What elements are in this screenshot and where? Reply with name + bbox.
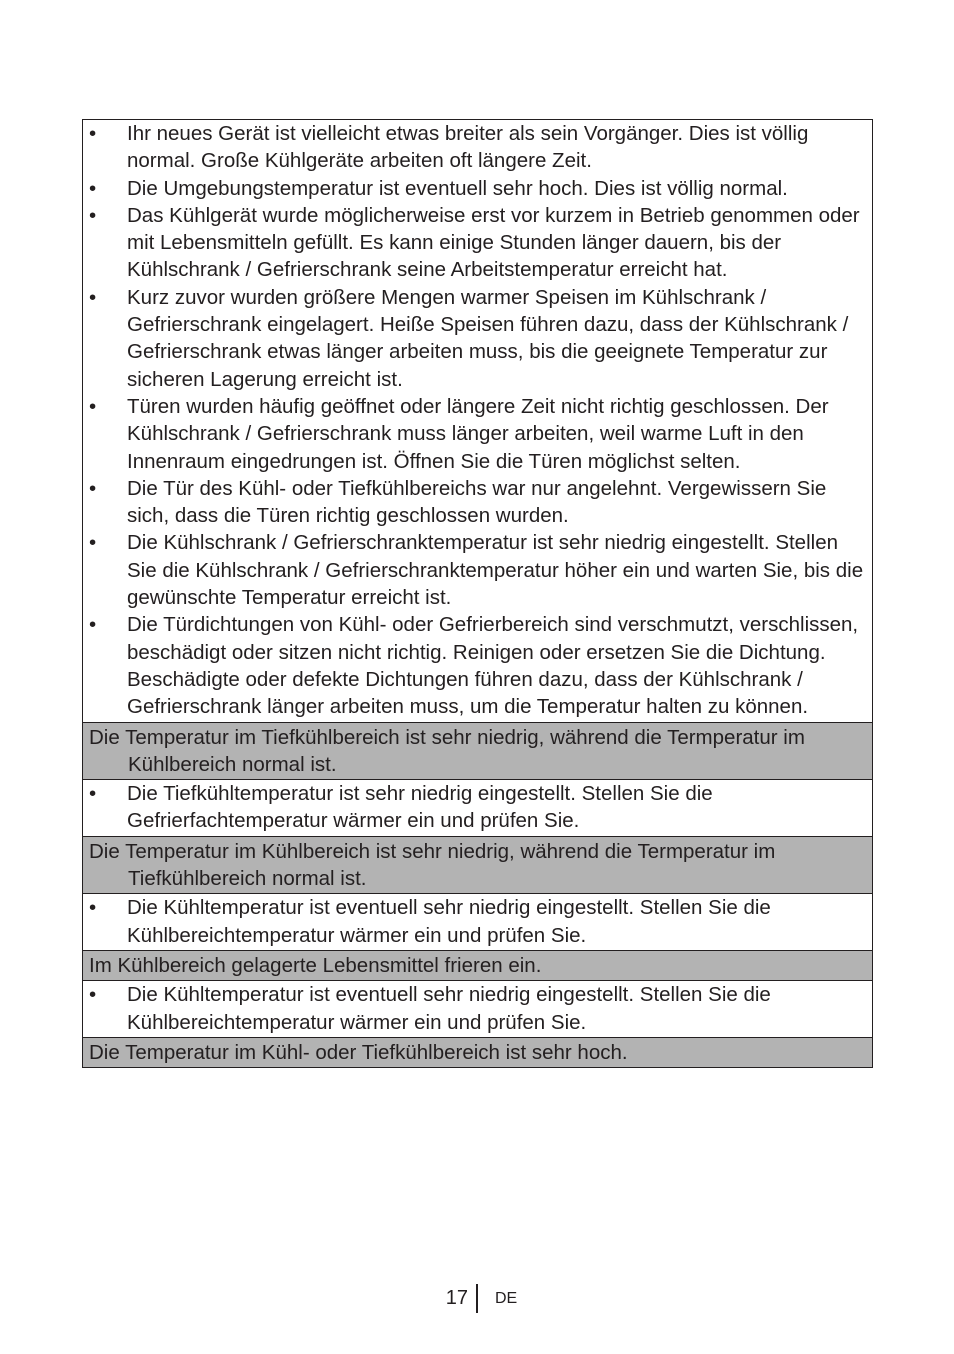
page-number: 17: [445, 1287, 468, 1309]
cause-item: [83, 529, 866, 611]
cause-item: [83, 284, 866, 393]
bullet-icon: •: [89, 613, 97, 637]
cause-list-row: [83, 893, 872, 950]
bullet-icon: •: [89, 394, 97, 418]
page-footer: [0, 1284, 954, 1314]
footer-divider: [476, 1284, 478, 1313]
cause-item: [83, 981, 866, 1036]
bullet-icon: •: [89, 531, 97, 555]
cause-item: [83, 393, 866, 475]
cause-item: [83, 894, 866, 949]
cause-item: [83, 175, 866, 202]
cause-item: [83, 611, 866, 720]
cause-text: Kurz zuvor wurden größere Mengen warmer Speisen im Kühlschrank / Gefrierschrank eingelagert. Heiße Speisen führen dazu, dass der Kühlschrank / Gefrierschrank etwas länger arbeiten muss, bis die geeignete Temperatur zur sicheren Lagerung erreicht ist.: [127, 285, 849, 391]
bullet-icon: •: [89, 285, 97, 309]
bullet-icon: •: [89, 203, 97, 227]
problem-header-row: Im Kühlbereich gelagerte Lebensmittel frieren ein.: [83, 950, 872, 980]
cause-item: [83, 475, 866, 530]
cause-item: [83, 780, 866, 835]
cause-text: Die Tür des Kühl- oder Tiefkühlbereichs war nur angelehnt. Vergewissern Sie sich, dass die Türen richtig geschlossen wurden.: [127, 476, 827, 528]
bullet-icon: •: [89, 983, 97, 1007]
cause-text: Die Kühlschrank / Gefrierschranktemperatur ist sehr niedrig eingestellt. Stellen Sie die Kühlschrank / Gefrierschranktemperatur höher ein und warten Sie, bis die gewünschte Temperatur erreicht ist.: [127, 531, 864, 610]
cause-list-row: [83, 120, 872, 722]
bullet-icon: •: [89, 476, 97, 500]
bullet-icon: •: [89, 782, 97, 806]
cause-text: Die Kühltemperatur ist eventuell sehr niedrig eingestellt. Stellen Sie die Kühlbereichtemperatur wärmer ein und prüfen Sie.: [127, 896, 771, 947]
cause-text: Die Türdichtungen von Kühl- oder Gefrierbereich sind verschmutzt, verschlissen, beschädigt oder sitzen nicht richtig. Reinigen oder ersetzen Sie die Dichtung. Beschädigte oder defekte Dichtungen führen dazu, dass der Kühlschrank / Gefrierschrank länger arbeiten muss, um die Temperatur halten zu können.: [127, 613, 859, 719]
bullet-icon: •: [89, 896, 97, 920]
troubleshooting-table: [82, 119, 873, 1068]
language-code: DE: [495, 1290, 518, 1307]
cause-item: [83, 120, 866, 175]
cause-item: [83, 202, 866, 284]
bullet-icon: •: [89, 122, 97, 145]
cause-text: Die Tiefkühltemperatur ist sehr niedrig eingestellt. Stellen Sie die Gefrierfachtemperatur wärmer ein und prüfen Sie.: [127, 782, 713, 833]
cause-text: Türen wurden häufig geöffnet oder längere Zeit nicht richtig geschlossen. Der Kühlschrank / Gefrierschrank muss länger arbeiten, weil warme Luft in den Innenraum eingedrungen ist. Öffnen Sie die Türen möglichst selten.: [127, 394, 829, 473]
cause-text: Das Kühlgerät wurde möglicherweise erst vor kurzem in Betrieb genommen oder mit Lebensmitteln gefüllt. Es kann einige Stunden länger dauern, bis der Kühlschrank / Gefrierschrank seine Arbeitstemperatur erreicht hat.: [127, 203, 860, 282]
cause-list-row: [83, 980, 872, 1037]
cause-text: Ihr neues Gerät ist vielleicht etwas breiter als sein Vorgänger. Dies ist völlig normal. Große Kühlgeräte arbeiten oft längere Zeit.: [127, 122, 809, 173]
bullet-icon: •: [89, 176, 97, 200]
cause-list-row: [83, 779, 872, 836]
problem-header-row: Die Temperatur im Tiefkühlbereich ist sehr niedrig, während die Termperatur im Kühlbereich normal ist.: [83, 722, 872, 780]
problem-header-row: Die Temperatur im Kühlbereich ist sehr niedrig, während die Termperatur im Tiefkühlbereich normal ist.: [83, 836, 872, 894]
cause-text: Die Kühltemperatur ist eventuell sehr niedrig eingestellt. Stellen Sie die Kühlbereichtemperatur wärmer ein und prüfen Sie.: [127, 983, 771, 1034]
problem-header-row: Die Temperatur im Kühl- oder Tiefkühlbereich ist sehr hoch.: [83, 1037, 872, 1067]
cause-text: Die Umgebungstemperatur ist eventuell sehr hoch. Dies ist völlig normal.: [127, 176, 788, 200]
